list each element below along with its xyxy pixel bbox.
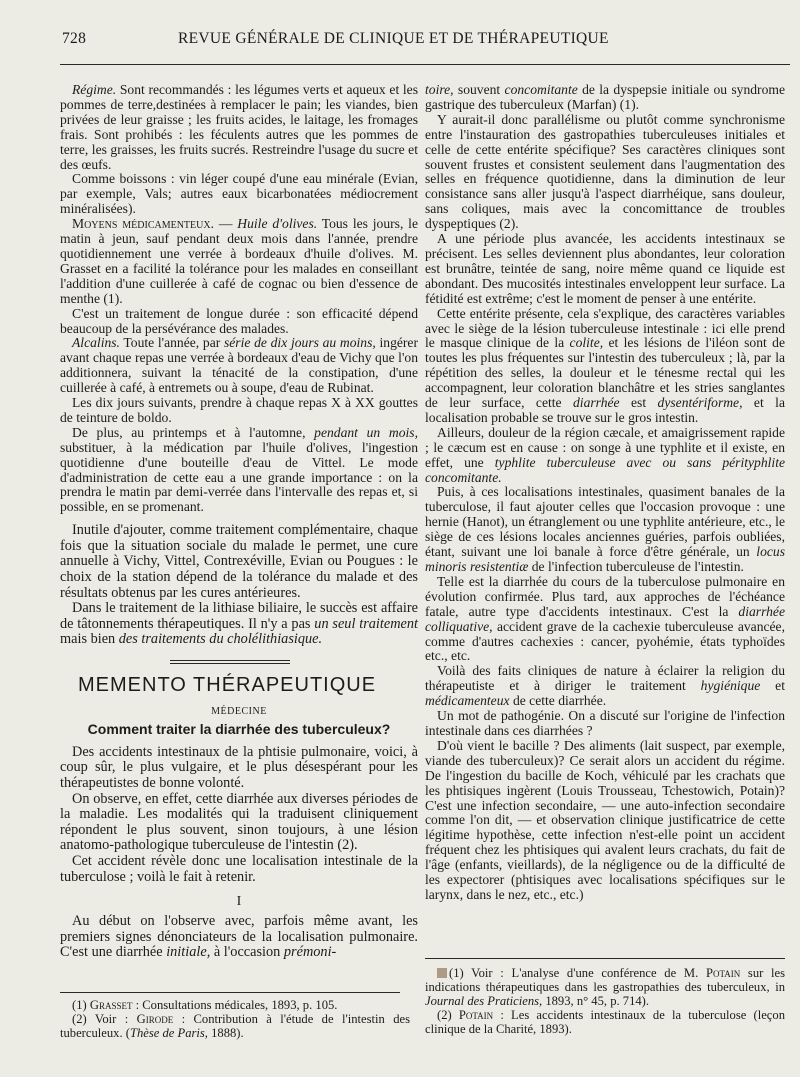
paragraph-pathogenie: Un mot de pathogénie. On a discuté sur l'origine de l'infection intestinale dans ces diarrhées ?	[425, 708, 785, 738]
section-label: MÉDECINE	[211, 705, 267, 717]
paragraph-accidents: Des accidents intestinaux de la phtisie pulmonaire, voici, à coup sûr, le plus vulgaire, et le plus désespérant pour les thérapeutistes de bonne volonté.	[60, 743, 418, 791]
typhlite-italic: typhlite tuberculeuse avec ou sans pérityphlite concomitante.	[425, 454, 785, 485]
voila-text-c: de cette diarrhée.	[509, 693, 607, 709]
alcalins-text-b: ingérer avant chaque repas une verrée à bordeaux d'eau de Vichy que l'on additionnera, suivant la ténacité de la constipation, d'une cuillerée à café, à entremets ou à soupe, d'eau de Rubinat.	[60, 335, 418, 396]
debut-italic-1: initiale,	[166, 944, 211, 961]
paragraph-ailleurs	[425, 426, 785, 486]
footnote-2-left: (2) Voir : Girode : Contribution à l'étude de l'intestin des tuberculeux. (Thèse de Paris, 1888).	[60, 1012, 410, 1040]
footnote-text: : Consultations médicales, 1893, p. 105.	[132, 998, 338, 1012]
huile-label: Huile d'olives.	[237, 216, 318, 232]
paragraph-printemps	[60, 426, 418, 515]
moyens-label: Moyens médicamenteux.	[72, 216, 214, 232]
footnote-text: : Les accidents intestinaux de la tuberculose (leçon clinique de la Charité, 1893).	[425, 1008, 785, 1036]
footnotes-left	[60, 998, 410, 1040]
footnote-italic: Journal des Praticiens,	[425, 994, 543, 1008]
paragraph-periode: A une période plus avancée, les accidents intestinaux se précisent. Les selles deviennent plus abondantes, leur coloration est brunâtre, teintée de sang, noire même quand ce liquide est abondant. Des mucosités intestinales enveloppent leur surface. La fétidité est extrême; c'est le moment de penser à une entérite.	[425, 231, 785, 306]
paragraph-voila	[425, 664, 785, 709]
colliquative-italic: diarrhée colliquative,	[425, 603, 785, 634]
double-rule-divider	[170, 660, 290, 664]
paragraph-regime	[60, 83, 418, 172]
locus-italic: locus minoris resistentiæ	[425, 544, 785, 574]
paragraph-inutile: Inutile d'ajouter, comme traitement complémentaire, chaque fois que la situation sociale du malade le permet, une cure annuelle à Vichy, Vittel, Contrexéville, Evian ou Pougues : le choix de la station dépend de la tolérance du malade et des résultats obtenus par les cures antérieures.	[60, 522, 418, 601]
printemps-text-b: substituer, à la médication par l'huile d'olives, l'ingestion quotidienne d'une bouteille d'eau de Vittel. Le mode d'administration de cette eau a une grande importance : on la prendra le matin par demi-verrée dans l'intervalle des repas et, si possible, en se promenant.	[60, 439, 418, 515]
footnote-italic: Thèse de Paris,	[129, 1026, 208, 1040]
premonitoire-text-b: de la dyspepsie initiale ou syndrome gastrique des tuberculeux (Marfan) (1).	[425, 82, 785, 112]
paragraph-lithiase	[60, 601, 418, 648]
localisations-text-b: de l'infection tuberculeuse de l'intestin.	[528, 559, 744, 574]
premonitoire-text-a: souvent	[453, 82, 505, 97]
footnote-author: Grasset	[89, 998, 133, 1012]
colite-italic: colite,	[569, 335, 604, 351]
debut-text-a: Au début on l'observe avec, parfois même avant, les premiers signes dénonciateurs de la localisation pulmonaire. C'est une diarrhée	[60, 913, 418, 961]
paragraph-telle	[425, 575, 785, 664]
ailleurs-text: Ailleurs, douleur de la région cæcale, et amaigrissement rapide ; le cæcum est en cause : on songe à une typhlite et il existe, en effet, une	[425, 424, 785, 470]
footnote-rule-left	[60, 992, 400, 993]
footnote-author: Girode	[136, 1012, 174, 1026]
telle-text-a: Telle est la diarrhée du cours de la tuberculose pulmonaire en évolution confirmée. Plus tard, aux approches de l'échéance fatale, autre type d'accidents intestinaux. C'est la	[425, 573, 785, 619]
enterite-text-c: est	[619, 395, 658, 411]
paragraph-duree: C'est un traitement de longue durée : son efficacité dépend beaucoup de la persévérance des malades.	[60, 305, 418, 336]
printemps-text-a: De plus, au printemps et à l'automne,	[72, 424, 315, 440]
library-stamp-icon	[437, 968, 447, 978]
footnote-1-left: (1) Grasset : Consultations médicales, 1893, p. 105.	[72, 998, 338, 1012]
debut-italic-2: prémoni-	[283, 944, 337, 961]
paragraph-moyens	[60, 217, 418, 306]
footnote-text: (2)	[437, 1008, 459, 1022]
header-rule	[60, 64, 790, 65]
lithiase-italic-2: des traitements du cholélithiasique.	[118, 631, 323, 648]
voila-text-b: et	[760, 678, 785, 694]
concomitante-italic: concomitante	[504, 82, 578, 97]
paragraph-alcalins	[60, 336, 418, 396]
telle-text-b: accident grave de la cachexie tuberculeuse avancée, comme d'autres cachexies : cancer, pyohémie, états typhoïdes etc., etc.	[425, 618, 785, 664]
alcalins-label: Alcalins.	[72, 335, 120, 351]
footnote-author: Potain	[705, 966, 741, 980]
dysenteriforme-italic: dysentériforme,	[657, 395, 743, 411]
alcalins-italic: série de dix jours au moins,	[223, 335, 376, 351]
footnote-text: : Contribution à l'étude de l'intestin des tuberculeux. (	[60, 1012, 410, 1040]
paragraph-boldo: Les dix jours suivants, prendre à chaque repas X à XX gouttes de teinture de boldo.	[60, 395, 418, 425]
enterite-text-a: Cette entérite présente, cela s'explique, des caractères variables avec le siège de la lésion tuberculeuse intestinale : ici elle prend le masque clinique de la	[425, 305, 785, 351]
enterite-text-d: et la localisation probable se trouve sur le gros intestin.	[425, 395, 785, 425]
moyens-text: Tous les jours, le matin à jeun, sauf pendant deux mois dans l'année, prendre quotidiennement une verrée à bordeaux d'huile d'olives. M. Grasset en a facilité la tolérance pour les malades en conseillant l'addition d'une cuillerée à café de cognac ou bien d'essence de menthe (1).	[60, 216, 418, 306]
left-column	[60, 83, 418, 961]
section-numeral: I	[236, 894, 242, 910]
paragraph-localisations	[425, 485, 785, 574]
footnote-2-right	[425, 1008, 785, 1036]
footnote-text: 1888).	[207, 1026, 244, 1040]
footnote-text: (1) Voir : L'analyse d'une conférence de M.	[449, 966, 706, 980]
running-title: REVUE GÉNÉRALE DE CLINIQUE ET DE THÉRAPEUTIQUE	[178, 30, 609, 47]
right-column	[425, 83, 785, 903]
paragraph-parallelisme: Y aurait-il donc parallélisme ou plutôt comme synchronisme entre l'instauration des gastropathies tuberculeuses initiales et celle de cette entérite spécifique? Ses caractères cliniques sont souvent frustes et consistent seulement dans l'augmentation des selles en fréquence quotidienne, dans la diminution de leur consistance sans aller jusqu'à l'aspect diarrhéique, sans douleur, sans coliques, mais avec la concomittance de troubles dyspeptiques (2).	[425, 111, 785, 232]
lithiase-text-a: Dans le traitement de la lithiase biliaire, le succès est affaire de tâtonnements thérapeutiques. Il n'y a pas	[60, 600, 418, 632]
page-number: 728	[62, 30, 87, 47]
footnote-1-right	[425, 966, 785, 1008]
paragraph-bacille: D'où vient le bacille ? Des aliments (lait suspect, par exemple, viande des tuberculeux)? Ce serait alors un accident du régime. De l'ingestion du bacille de Koch, véhiculé par les crachats que les phtisiques ingèrent (Louis Trousseau, Tchestowich, Potain)? C'est une infection secondaire, — une auto-infection secondaire comme l'on dit, — et observation clinique justificatrice de cette légitime hypothèse, cette infection n'est-elle point un accident fréquent chez les phtisiques qui avalent leurs crachats, du fait de l'âge (enfants, vieillards), de la négligence ou de la difficulté de les expectorer (phtisiques avec localisations spécifiques sur le larynx, dans le nez, etc., etc.)	[425, 737, 785, 902]
moyens-dash: —	[214, 216, 238, 232]
footnote-text: sur les indications thérapeutiques dans les gastropathies des tuberculeux, in	[425, 966, 785, 994]
debut-text-b: à l'occasion	[210, 944, 284, 961]
footnote-text: 1893, n° 45, p. 714).	[542, 994, 650, 1008]
regime-label: Régime.	[72, 82, 117, 97]
printemps-italic: pendant un mois,	[314, 424, 418, 440]
footnote-author: Potain	[458, 1008, 494, 1022]
alcalins-text-a: Toute l'année, par	[119, 335, 224, 351]
article-title: Comment traiter la diarrhée des tuberculeux?	[87, 720, 391, 737]
paragraph-observe: On observe, en effet, cette diarrhée aux diverses périodes de la maladie. Les modalités qui la traduisent cliniquement répondent le plus souvent, sinon toujours, à une lésion anatomo-pathologique tuberculeuse de l'intestin (2).	[60, 790, 418, 854]
running-header	[60, 30, 760, 52]
paragraph-revele: Cet accident révèle donc une localisation intestinale de la tuberculose ; voilà le fait à retenir.	[60, 852, 418, 885]
footnotes-right	[425, 966, 785, 1036]
paragraph-boissons: Comme boissons : vin léger coupé d'une eau minérale (Evian, par exemple, Vals; autres eaux bicarbonatées médiocrement minéralisées).	[60, 171, 418, 217]
lithiase-text-b: mais bien	[60, 631, 119, 648]
enterite-text-b: et les lésions de l'iléon sont de toutes les plus fréquentes sur l'intestin des tuberculeux ; là, par la répétition des selles, la douleur et le ténesme rectal qui les accompagnent, leur coloration blanchâtre et les stries sanglantes de leur surface, cette	[425, 335, 785, 411]
voila-text-a: Voilà des faits cliniques de nature à éclairer la religion du thérapeutiste et à diriger le traitement	[425, 663, 785, 694]
paragraph-enterite	[425, 307, 785, 426]
premonitoire-italic: toire,	[425, 82, 454, 97]
paragraph-premonitoire	[425, 83, 785, 113]
memento-heading: MEMENTO THÉRAPEUTIQUE	[78, 674, 377, 697]
regime-text: Sont recommandés : les légumes verts et aqueux et les pommes de terre,destinées à remplacer le pain; les viandes, bien privées de leur graisse ; les fruits acides, le laitage, les fromages frais. Sont prohibés : les féculents autres que les pommes de terre, les graisses, les fruits sucrés. Restreindre l'usage du sucre et des œufs.	[60, 82, 418, 172]
lithiase-italic-1: un seul traitement	[314, 615, 418, 632]
diarrhee-italic: diarrhée	[573, 395, 620, 411]
localisations-text-a: Puis, à ces localisations intestinales, quasiment banales de la tuberculose, il faut ajouter celles que l'occasion provoque : une hernie (Hanot), un étranglement ou une typhlite antérieure, etc., le siège de ces lésions locales anciennes guéries, parfois oubliées, étant, suivant une loi banale à force d'être générale, un	[425, 484, 785, 560]
paragraph-debut	[60, 914, 418, 961]
footnote-rule-right	[425, 958, 785, 959]
hygienique-italic: hygiénique	[700, 678, 761, 694]
medicamenteux-italic: médicamenteux	[425, 693, 510, 709]
